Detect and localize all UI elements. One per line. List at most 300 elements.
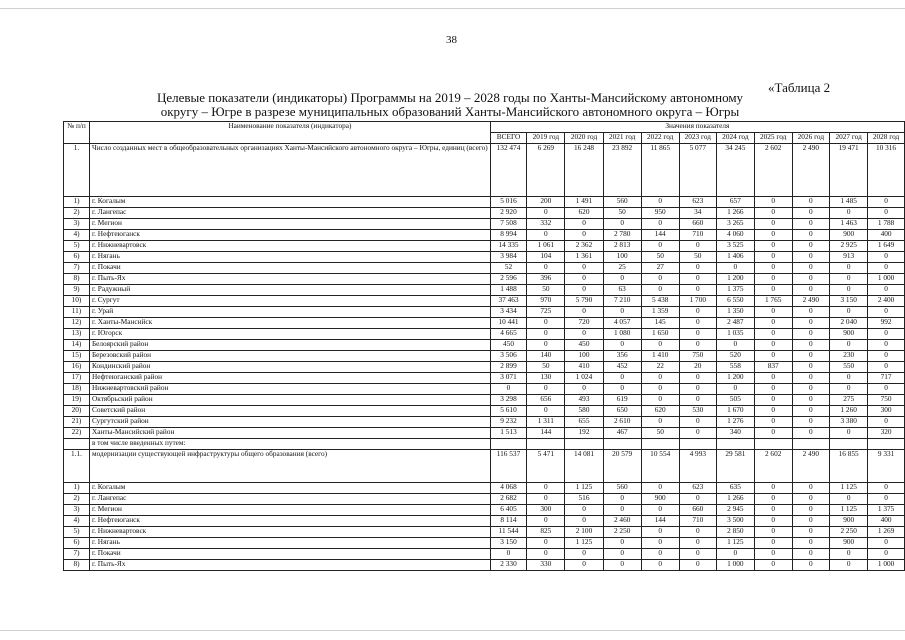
- cell-year-value: 0: [679, 329, 716, 340]
- cell-year-value: 0: [716, 549, 754, 560]
- cell-year-value: 3 265: [716, 219, 754, 230]
- cell-year-value: 0: [868, 483, 905, 494]
- cell-year-value: 0: [603, 560, 641, 571]
- cell-year-value: 2 250: [830, 527, 868, 538]
- cell-year-value: 0: [830, 208, 868, 219]
- cell-total: 10 441: [490, 318, 527, 329]
- cell-year-value: 516: [565, 494, 603, 505]
- cell-year-value: 913: [830, 252, 868, 263]
- table-label: «Таблица 2: [768, 80, 831, 95]
- cell-year-value: 0: [641, 274, 679, 285]
- cell-year-value: 0: [792, 208, 830, 219]
- cell-year-value: 1 765: [754, 296, 792, 307]
- row-name: г. Радужный: [89, 285, 490, 296]
- row-number: 13): [64, 329, 90, 340]
- cell-year-value: 560: [603, 483, 641, 494]
- cell-year-value: 0: [641, 197, 679, 208]
- row-number: 21): [64, 417, 90, 428]
- cell-year-value: 550: [830, 362, 868, 373]
- cell-year-value: 0: [868, 208, 905, 219]
- cell-year-value: 0: [527, 549, 565, 560]
- cell-year-value: 0: [527, 208, 565, 219]
- cell-year-value: 0: [754, 285, 792, 296]
- cell-year-value: 0: [792, 340, 830, 351]
- cell-year-value: 0: [754, 538, 792, 549]
- cell-year-value: 0: [565, 549, 603, 560]
- scan-edge-top: [0, 8, 905, 9]
- cell-year-value: 2 945: [716, 505, 754, 516]
- cell-year-value: 0: [868, 538, 905, 549]
- cell-year-value: 2 100: [565, 527, 603, 538]
- cell-year-value: 0: [754, 351, 792, 362]
- cell-year-value: 0: [754, 340, 792, 351]
- cell-year-value: 1 125: [716, 538, 754, 549]
- cell-year-value: 900: [830, 329, 868, 340]
- table-row: [64, 208, 905, 219]
- cell-year-value: 0: [792, 241, 830, 252]
- cell-year-value: 20 579: [603, 450, 641, 483]
- cell-year-value: 560: [603, 197, 641, 208]
- cell-year-value: 4 060: [716, 230, 754, 241]
- cell-year-value: 9 331: [868, 450, 905, 483]
- row-number: 18): [64, 384, 90, 395]
- cell-year-value: 0: [830, 560, 868, 571]
- cell-year-value: 0: [792, 263, 830, 274]
- cell-year-value: 0: [754, 252, 792, 263]
- cell-year-value: 4 057: [603, 318, 641, 329]
- cell-year-value: 0: [792, 318, 830, 329]
- cell-year-value: 837: [754, 362, 792, 373]
- cell-year-value: 2 250: [603, 527, 641, 538]
- cell-year-value: 300: [868, 406, 905, 417]
- cell-year-value: 330: [527, 560, 565, 571]
- cell-year-value: 0: [641, 527, 679, 538]
- row-name: Нефтеюганский район: [89, 373, 490, 384]
- cell-year-value: 0: [641, 538, 679, 549]
- cell-year-value: 0: [830, 263, 868, 274]
- cell-year-value: 900: [830, 230, 868, 241]
- cell-year-value: 657: [716, 197, 754, 208]
- cell-year-value: 0: [565, 219, 603, 230]
- cell-year-value: 0: [754, 318, 792, 329]
- row-number: 2): [64, 208, 90, 219]
- row-name: г. Когалым: [89, 483, 490, 494]
- cell-year-value: 0: [754, 197, 792, 208]
- cell-year-value: 0: [792, 494, 830, 505]
- row-name: г. Мегион: [89, 219, 490, 230]
- page-number: 38: [446, 34, 457, 46]
- cell-year-value: 0: [527, 494, 565, 505]
- cell-year-value: 19 471: [830, 144, 868, 197]
- cell-year-value: 50: [527, 285, 565, 296]
- cell-year-value: 145: [641, 318, 679, 329]
- cell-year-value: 0: [868, 197, 905, 208]
- cell-year-value: 0: [603, 549, 641, 560]
- cell-year-value: 558: [716, 362, 754, 373]
- header-year: 2025 год: [754, 133, 792, 144]
- row-name: в том числе введенных путем:: [89, 439, 490, 450]
- cell-year-value: 34: [679, 208, 716, 219]
- cell-year-value: 0: [679, 285, 716, 296]
- cell-year-value: 1 125: [830, 505, 868, 516]
- cell-year-value: 0: [868, 252, 905, 263]
- cell-year-value: 1 125: [565, 538, 603, 549]
- cell-year-value: 0: [868, 362, 905, 373]
- cell-year-value: 29 581: [716, 450, 754, 483]
- cell-year-value: 0: [754, 307, 792, 318]
- row-number: 4): [64, 230, 90, 241]
- table-row: [64, 439, 905, 450]
- cell-year-value: 619: [603, 395, 641, 406]
- cell-year-value: 0: [792, 219, 830, 230]
- table-row: [64, 351, 905, 362]
- cell-year-value: 1 359: [641, 307, 679, 318]
- cell-year-value: 0: [716, 384, 754, 395]
- cell-year-value: 2 490: [792, 450, 830, 483]
- cell-year-value: 1 375: [868, 505, 905, 516]
- cell-year-value: 2 362: [565, 241, 603, 252]
- cell-total: 11 544: [490, 527, 527, 538]
- cell-total: 9 232: [490, 417, 527, 428]
- row-name: Кондинский район: [89, 362, 490, 373]
- document-title: [130, 91, 770, 119]
- row-name: Белоярский район: [89, 340, 490, 351]
- cell-year-value: 725: [527, 307, 565, 318]
- cell-year-value: 0: [830, 340, 868, 351]
- cell-year-value: 0: [754, 230, 792, 241]
- header-year: 2021 год: [603, 133, 641, 144]
- cell-year-value: 0: [679, 395, 716, 406]
- cell-year-value: 0: [792, 538, 830, 549]
- cell-year-value: 0: [792, 307, 830, 318]
- cell-year-value: 0: [527, 329, 565, 340]
- cell-total: 3 150: [490, 538, 527, 549]
- cell-year-value: 230: [830, 351, 868, 362]
- cell-year-value: 0: [830, 428, 868, 439]
- cell-year-value: 0: [830, 373, 868, 384]
- cell-year-value: 1 061: [527, 241, 565, 252]
- cell-year-value: 0: [679, 560, 716, 571]
- cell-year-value: 1 080: [603, 329, 641, 340]
- cell-total: 7 508: [490, 219, 527, 230]
- cell-year-value: 620: [641, 406, 679, 417]
- cell-year-value: 0: [527, 406, 565, 417]
- row-number: 1.: [64, 144, 90, 197]
- cell-year-value: 2 850: [716, 527, 754, 538]
- cell-year-value: 50: [527, 362, 565, 373]
- cell-year-value: 0: [565, 307, 603, 318]
- cell-year-value: 2 460: [603, 516, 641, 527]
- table-row: [64, 230, 905, 241]
- cell-year-value: 16 855: [830, 450, 868, 483]
- cell-total: 3 506: [490, 351, 527, 362]
- cell-year-value: 656: [527, 395, 565, 406]
- cell-year-value: 25: [603, 263, 641, 274]
- cell-year-value: 0: [679, 340, 716, 351]
- cell-year-value: 3 525: [716, 241, 754, 252]
- cell-year-value: 0: [679, 241, 716, 252]
- cell-year-value: [868, 439, 905, 450]
- cell-total: 132 474: [490, 144, 527, 197]
- cell-year-value: 0: [679, 549, 716, 560]
- table-row: [64, 252, 905, 263]
- cell-year-value: 4 993: [679, 450, 716, 483]
- cell-year-value: 493: [565, 395, 603, 406]
- cell-year-value: 1 670: [716, 406, 754, 417]
- row-name: г. Покачи: [89, 263, 490, 274]
- cell-year-value: 1 485: [830, 197, 868, 208]
- row-name: г. Покачи: [89, 549, 490, 560]
- cell-year-value: 2 490: [792, 296, 830, 307]
- table-row: [64, 560, 905, 571]
- cell-year-value: 3 380: [830, 417, 868, 428]
- row-name: г. Пыть-Ях: [89, 274, 490, 285]
- row-name: Октябрьский район: [89, 395, 490, 406]
- row-number: 6): [64, 252, 90, 263]
- cell-year-value: 0: [792, 527, 830, 538]
- table-row: [64, 417, 905, 428]
- cell-year-value: 300: [527, 505, 565, 516]
- cell-year-value: 0: [679, 318, 716, 329]
- row-number: 16): [64, 362, 90, 373]
- cell-year-value: 0: [679, 538, 716, 549]
- cell-year-value: 1 000: [868, 560, 905, 571]
- cell-year-value: 0: [754, 241, 792, 252]
- cell-year-value: 14 081: [565, 450, 603, 483]
- cell-year-value: 0: [792, 483, 830, 494]
- cell-year-value: 63: [603, 285, 641, 296]
- row-name: Ханты-Мансийский район: [89, 428, 490, 439]
- header-year: 2022 год: [641, 133, 679, 144]
- cell-year-value: 0: [868, 263, 905, 274]
- cell-year-value: 0: [716, 263, 754, 274]
- cell-year-value: 320: [868, 428, 905, 439]
- cell-year-value: 5 790: [565, 296, 603, 307]
- row-number: 3): [64, 219, 90, 230]
- cell-year-value: 1 200: [716, 373, 754, 384]
- cell-year-value: 0: [565, 516, 603, 527]
- row-name: Нижневартовский район: [89, 384, 490, 395]
- cell-year-value: 660: [679, 219, 716, 230]
- cell-year-value: 0: [792, 549, 830, 560]
- cell-year-value: 2 813: [603, 241, 641, 252]
- row-number: 1.1.: [64, 450, 90, 483]
- cell-year-value: 1 266: [716, 494, 754, 505]
- cell-year-value: 0: [565, 285, 603, 296]
- cell-year-value: 144: [641, 230, 679, 241]
- row-number: 3): [64, 505, 90, 516]
- cell-year-value: 1 260: [830, 406, 868, 417]
- row-number: 2): [64, 494, 90, 505]
- cell-year-value: 750: [868, 395, 905, 406]
- cell-year-value: 0: [830, 549, 868, 560]
- cell-total: 450: [490, 340, 527, 351]
- table-row: [64, 428, 905, 439]
- cell-year-value: 0: [868, 351, 905, 362]
- cell-year-value: 0: [792, 197, 830, 208]
- cell-year-value: [527, 439, 565, 450]
- cell-year-value: 400: [868, 516, 905, 527]
- row-number: 15): [64, 351, 90, 362]
- cell-year-value: 0: [868, 340, 905, 351]
- cell-year-value: 452: [603, 362, 641, 373]
- cell-year-value: 0: [754, 263, 792, 274]
- cell-year-value: 0: [603, 274, 641, 285]
- cell-year-value: 396: [527, 274, 565, 285]
- cell-year-value: 0: [754, 483, 792, 494]
- cell-year-value: 5 438: [641, 296, 679, 307]
- scan-edge-bottom: [0, 630, 905, 631]
- cell-year-value: 2 925: [830, 241, 868, 252]
- table-row: [64, 384, 905, 395]
- row-name: г. Нефтеюганск: [89, 516, 490, 527]
- cell-year-value: 0: [641, 241, 679, 252]
- cell-total: 14 335: [490, 241, 527, 252]
- cell-year-value: 970: [527, 296, 565, 307]
- cell-year-value: 0: [792, 516, 830, 527]
- header-year: 2024 год: [716, 133, 754, 144]
- title-line-1: Целевые показатели (индикаторы) Программы на 2019 – 2028 годы по Ханты-Мансийскому автономному: [156, 90, 744, 105]
- row-name: Число созданных мест в общеобразовательных организациях Ханты-Мансийского автономного округа – Югры, единиц (всего): [89, 144, 490, 197]
- row-number: 20): [64, 406, 90, 417]
- row-name: г. Ханты-Мансийск: [89, 318, 490, 329]
- table-row: [64, 483, 905, 494]
- cell-year-value: 340: [716, 428, 754, 439]
- header-year: 2027 год: [830, 133, 868, 144]
- table-row: [64, 516, 905, 527]
- cell-year-value: 0: [754, 527, 792, 538]
- row-number: 19): [64, 395, 90, 406]
- cell-year-value: 0: [754, 516, 792, 527]
- cell-year-value: 22: [641, 362, 679, 373]
- cell-year-value: [754, 439, 792, 450]
- cell-year-value: 1 024: [565, 373, 603, 384]
- cell-year-value: 0: [754, 560, 792, 571]
- cell-year-value: 0: [603, 494, 641, 505]
- cell-year-value: 0: [527, 483, 565, 494]
- cell-year-value: 1 649: [868, 241, 905, 252]
- table-row: [64, 307, 905, 318]
- cell-year-value: 0: [565, 274, 603, 285]
- cell-year-value: [792, 439, 830, 450]
- cell-year-value: 0: [868, 329, 905, 340]
- cell-year-value: 144: [641, 516, 679, 527]
- row-number: 9): [64, 285, 90, 296]
- cell-year-value: [679, 439, 716, 450]
- cell-year-value: 0: [868, 494, 905, 505]
- cell-year-value: 0: [565, 263, 603, 274]
- table-body: [64, 144, 905, 571]
- cell-total: 4 068: [490, 483, 527, 494]
- row-number: 5): [64, 527, 90, 538]
- cell-year-value: 1 000: [868, 274, 905, 285]
- cell-year-value: 0: [679, 494, 716, 505]
- cell-total: 3 298: [490, 395, 527, 406]
- cell-year-value: 1 375: [716, 285, 754, 296]
- cell-year-value: 50: [603, 208, 641, 219]
- cell-year-value: 0: [868, 307, 905, 318]
- cell-year-value: 2 602: [754, 144, 792, 197]
- cell-year-value: 0: [527, 384, 565, 395]
- row-number: 12): [64, 318, 90, 329]
- cell-year-value: 3 500: [716, 516, 754, 527]
- cell-year-value: 200: [527, 197, 565, 208]
- cell-total: 2 330: [490, 560, 527, 571]
- cell-year-value: 5 471: [527, 450, 565, 483]
- cell-year-value: 0: [565, 560, 603, 571]
- cell-year-value: 0: [641, 483, 679, 494]
- row-name: г. Когалым: [89, 197, 490, 208]
- row-number: 1): [64, 483, 90, 494]
- cell-year-value: 450: [565, 340, 603, 351]
- cell-year-value: [830, 439, 868, 450]
- cell-year-value: 1 035: [716, 329, 754, 340]
- cell-year-value: 0: [830, 494, 868, 505]
- cell-year-value: 2 490: [792, 144, 830, 197]
- cell-total: 3 984: [490, 252, 527, 263]
- cell-total: 2 920: [490, 208, 527, 219]
- cell-year-value: 1 406: [716, 252, 754, 263]
- cell-total: 2 899: [490, 362, 527, 373]
- header-year: 2020 год: [565, 133, 603, 144]
- cell-year-value: 0: [527, 340, 565, 351]
- cell-year-value: 100: [565, 351, 603, 362]
- row-name: г. Пыть-Ях: [89, 560, 490, 571]
- cell-year-value: 0: [830, 307, 868, 318]
- row-name: г. Нижневартовск: [89, 527, 490, 538]
- cell-year-value: 0: [792, 351, 830, 362]
- cell-total: 3 071: [490, 373, 527, 384]
- row-name: г. Нефтеюганск: [89, 230, 490, 241]
- cell-year-value: 1 269: [868, 527, 905, 538]
- cell-total: 8 114: [490, 516, 527, 527]
- cell-year-value: 410: [565, 362, 603, 373]
- cell-year-value: 0: [754, 219, 792, 230]
- cell-year-value: 1 650: [641, 329, 679, 340]
- table-row: [64, 450, 905, 483]
- cell-year-value: 0: [527, 230, 565, 241]
- cell-year-value: 1 000: [716, 560, 754, 571]
- table-row: [64, 538, 905, 549]
- cell-year-value: 1 311: [527, 417, 565, 428]
- cell-year-value: 1 361: [565, 252, 603, 263]
- cell-year-value: 0: [679, 373, 716, 384]
- cell-total: 1 488: [490, 285, 527, 296]
- cell-year-value: 0: [754, 549, 792, 560]
- table-row: [64, 329, 905, 340]
- cell-year-value: 0: [527, 318, 565, 329]
- row-name: г. Нягань: [89, 252, 490, 263]
- cell-year-value: 0: [754, 274, 792, 285]
- cell-year-value: 720: [565, 318, 603, 329]
- cell-year-value: 0: [641, 384, 679, 395]
- cell-year-value: 0: [754, 329, 792, 340]
- row-name: г. Мегион: [89, 505, 490, 516]
- row-number: 6): [64, 538, 90, 549]
- cell-year-value: 50: [641, 252, 679, 263]
- row-number: 10): [64, 296, 90, 307]
- cell-year-value: 0: [792, 560, 830, 571]
- cell-year-value: 27: [641, 263, 679, 274]
- cell-year-value: 0: [641, 285, 679, 296]
- cell-year-value: 0: [603, 505, 641, 516]
- cell-year-value: 0: [792, 329, 830, 340]
- cell-total: 37 463: [490, 296, 527, 307]
- cell-year-value: 0: [754, 505, 792, 516]
- cell-year-value: 16 248: [565, 144, 603, 197]
- row-number: 14): [64, 340, 90, 351]
- table-row: [64, 318, 905, 329]
